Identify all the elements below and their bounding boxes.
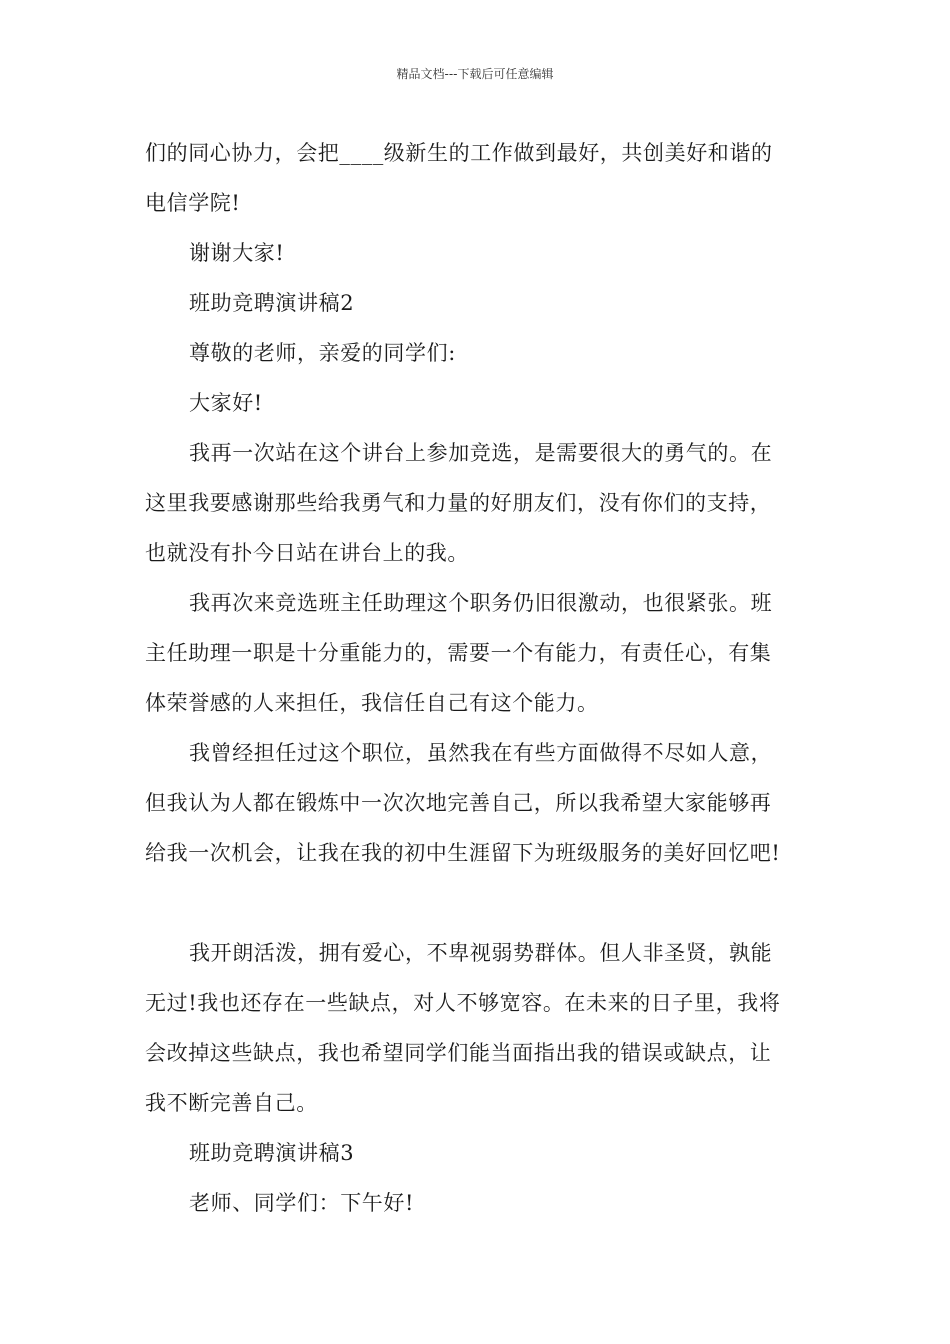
paragraph-line: 主任助理一职是十分重能力的，需要一个有能力，有责任心，有集 xyxy=(145,641,772,665)
paragraph-line: 体荣誉感的人来担任，我信任自己有这个能力。 xyxy=(145,691,599,715)
paragraph-line: 们的同心协力，会把____级新生的工作做到最好，共创美好和谐的 xyxy=(145,141,773,165)
section-title: 班助竞聘演讲稿3 xyxy=(189,1141,355,1165)
paragraph-line: 谢谢大家! xyxy=(189,241,285,265)
paragraph-gap xyxy=(145,878,810,928)
paragraph-line: 我开朗活泼，拥有爱心，不卑视弱势群体。但人非圣贤，孰能 xyxy=(189,941,773,965)
paragraph-line: 会改掉这些缺点，我也希望同学们能当面指出我的错误或缺点，让 xyxy=(145,1041,772,1065)
paragraph-line: 无过!我也还存在一些缺点，对人不够宽容。在未来的日子里，我将 xyxy=(145,991,781,1015)
section-title: 班助竞聘演讲稿2 xyxy=(189,291,355,315)
paragraph-line: 这里我要感谢那些给我勇气和力量的好朋友们，没有你们的支持， xyxy=(145,491,772,515)
page-header: 精品文档---下载后可任意编辑 xyxy=(396,67,554,81)
salutation: 尊敬的老师，亲爱的同学们: xyxy=(189,341,456,365)
paragraph-line: 我不断完善自己。 xyxy=(145,1091,318,1115)
paragraph-line: 我再次来竞选班主任助理这个职务仍旧很激动，也很紧张。班 xyxy=(189,591,773,615)
paragraph-line: 我曾经担任过这个职位，虽然我在有些方面做得不尽如人意， xyxy=(189,741,773,765)
document-body xyxy=(145,128,810,1228)
paragraph-line: 我再一次站在这个讲台上参加竞选，是需要很大的勇气的。在 xyxy=(189,441,773,465)
greeting: 大家好! xyxy=(189,391,263,415)
paragraph-line: 给我一次机会，让我在我的初中生涯留下为班级服务的美好回忆吧! xyxy=(145,841,781,865)
paragraph-line: 但我认为人都在锻炼中一次次地完善自己，所以我希望大家能够再 xyxy=(145,791,772,815)
paragraph-line: 电信学院! xyxy=(145,191,241,215)
greeting: 老师、同学们：下午好! xyxy=(189,1191,415,1215)
paragraph-line: 也就没有扑今日站在讲台上的我。 xyxy=(145,541,469,565)
